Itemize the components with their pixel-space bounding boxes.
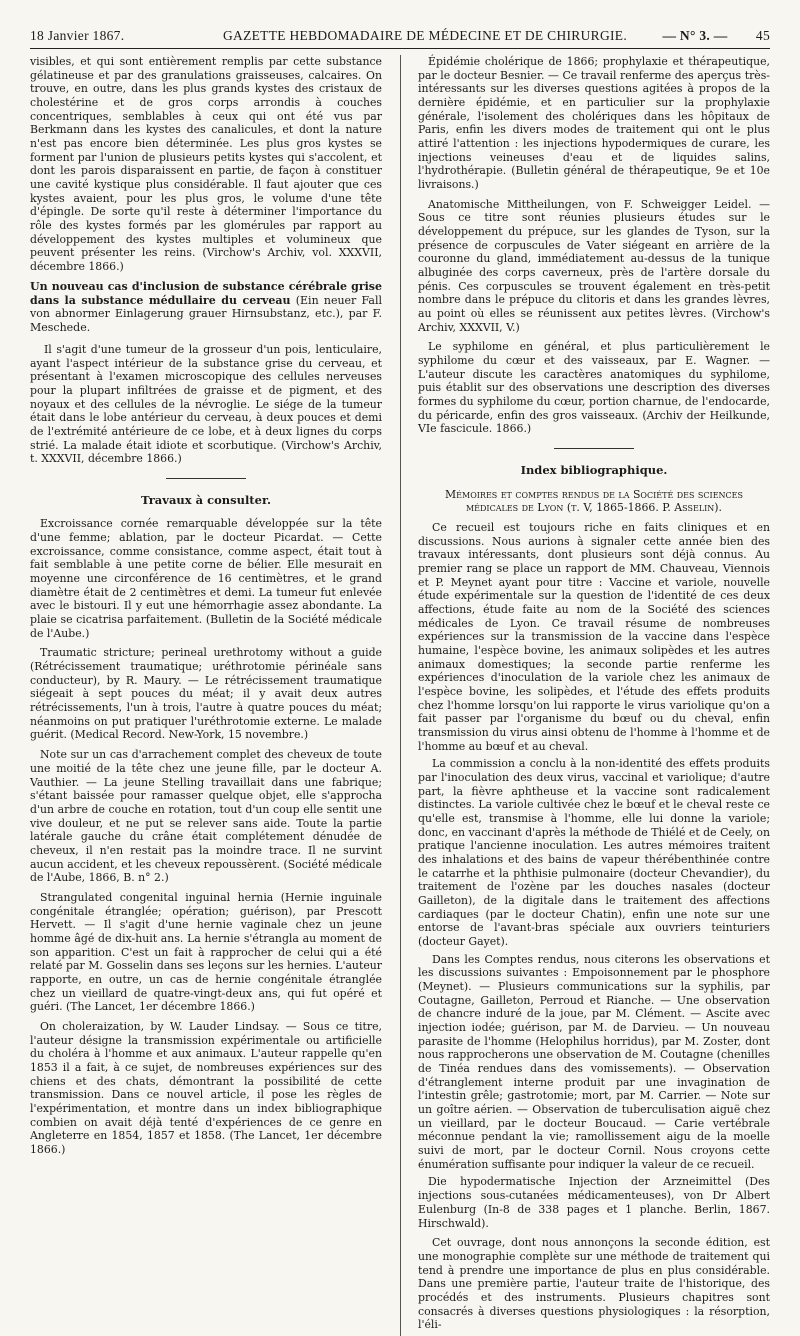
- article-title: Un nouveau cas d'inclusion de substance cérébrale grise dans la substance médullaire du cerveau: [30, 279, 382, 307]
- section-title-travaux: Travaux à consulter.: [141, 492, 271, 507]
- right-list-item: Die hypodermatische Injection der Arzneimittel (Des injections sous-cutanées médicamenteuses), von Dr Albert Eulenburg (In-8 de 338 pages et 1 planche. Berlin, 1867. Hirschwald).: [418, 1175, 770, 1230]
- left-list-item: On choleraization, by W. Lauder Lindsay. — Sous ce titre, l'auteur désigne la transmission expérimentale ou artificielle du choléra à l'homme et aux animaux. L'auteur rappelle qu'en 1853 il a fait, à ce sujet, de nombreuses expériences sur des chiens et des chats, démontrant la possibilité de cette transmission. Dans ce nouvel article, il pose les règles de l'expérimentation, et montre dans un index bibliographique combien on avait déjà tenté d'expériences de ce genre en Angleterre en 1854, 1857 et 1858. (The Lancet, 1er décembre 1866.): [30, 1019, 382, 1156]
- article-heading: [30, 280, 382, 335]
- right-paragraph-2: La commission a conclu à la non-identité des effets produits par l'inoculation des deux virus, vaccinal et variolique; d'autre part, la fièvre aphtheuse et la vaccine sont radicalement distinctes. La variole cultivée chez le bœuf et le cheval reste ce qu'elle est, transmise à l'homme, elle lui donne la variole; donc, en vaccinant d'après la méthode de Thiélé et de Ceely, on pratique l'ancienne inoculation. Les autres mémoires traitent des inhalations et des bains de vapeur thérébenthinée contre le catarrhe et la phthisie pulmonaire (docteur Chevandier), du traitement de l'ozène par les douches nasales (docteur Gailleton), de la digitale dans le traitement des affections cardiaques (par le docteur Chatin), enfin une note sur une entorse de l'avant-bras spéciale aux ouvriers teinturiers (docteur Gayet).: [418, 757, 770, 949]
- section-divider: [166, 478, 246, 479]
- right-list-item: Anatomische Mittheilungen, von F. Schweigger Leidel. — Sous ce titre sont réunies plusieurs études sur le développement du prépuce, sur les glandes de Tyson, sur la présence de corpuscules de Vater siégeant en arrière de la couronne du gland, immédiatement au-dessus de la tunique albuginée des corps caverneux, près de l'artère dorsale du pénis. Ces corpuscules se trouvent également en très-petit nombre dans le prépuce du clitoris et dans les grandes lèvres, au point où elles se réunissent aux petites lèvres. (Virchow's Archiv, XXXVII, V.): [418, 197, 770, 334]
- left-column: [30, 55, 382, 1336]
- left-paragraph-2: Il s'agit d'une tumeur de la grosseur d'un pois, lenticulaire, ayant l'aspect intérieur de la substance grise du cerveau, et présentant à l'examen microscopique des cellules nerveuses pour la plupart infiltrées de graisse et de pigment, et des noyaux et des cellules de la névroglie. Le siége de la tumeur était dans le lobe antérieur du cerveau, à deux pouces et demi de l'extrémité antérieure de ce lobe, et à deux lignes du corps strié. La malade était idiote et scorbutique. (Virchow's Archiv, t. XXXVII, décembre 1866.): [30, 342, 382, 466]
- header-journal-title: GAZETTE HEBDOMADAIRE DE MÉDECINE ET DE CHIRURGIE.: [222, 28, 628, 43]
- section-title-index: Index bibliographique.: [520, 463, 668, 478]
- left-list-item: Traumatic stricture; perineal urethrotomy without a guide (Rétrécissement traumatique; uréthrotomie périnéale sans conducteur), by R. Maury. — Le rétrécissement traumatique siégeait à sept pouces du méat; il y avait deux autres rétrécissements, l'un à trois, l'autre à quatre pouces du méat; néanmoins on put pratiquer l'uréthrotomie externe. Le malade guérit. (Medical Record. New-York, 15 novembre.): [30, 646, 382, 742]
- header-date: 18 Janvier 1867.: [30, 28, 125, 43]
- left-list-item: Note sur un cas d'arrachement complet des cheveux de toute une moitié de la tête chez une jeune fille, par le docteur A. Vauthier. — La jeune Stelling travaillait dans une fabrique; s'étant baissée pour ramasser quelque objet, elle s'approcha d'un arbre de couche en rotation, tout d'un coup elle sentit une vive douleur, et ne put se relever sans aide. Toute la partie latérale gauche du crâne était complétement dénudée de cheveux, il n'en restait pas la moindre trace. Il ne survint aucun accident, et les cheveux repoussèrent. (Société médicale de l'Aube, 1866, B. n° 2.): [30, 748, 382, 885]
- page-header: [30, 0, 770, 49]
- right-list-item: Épidémie cholérique de 1866; prophylaxie et thérapeutique, par le docteur Besnier. — Ce travail renferme des aperçus très-intéressants sur les diverses questions agitées à propos de la dernière épidémie, et en particulier sur la prophylaxie générale, l'isolement des cholériques dans les hôpitaux de Paris, enfin les divers modes de traitement qui ont le plus attiré l'attention : les injections hypodermiques de curare, les injections veineuses d'eau et de liquides salins, l'hydrothérapie. (Bulletin général de thérapeutique, 9e et 10e livraisons.): [418, 55, 770, 192]
- right-list-item: Le syphilome en général, et plus particulièrement le syphilome du cœur et des vaisseaux, par E. Wagner. — L'auteur discute les caractères anatomiques du syphilome, puis établit sur des observations une description des diverses formes du syphilome du cœur, portion charnue, de l'endocarde, du péricarde, enfin des gros vaisseaux. (Archiv der Heilkunde, VIe fascicule. 1866.): [418, 340, 770, 436]
- memoires-heading: Mémoires et comptes rendus de la Société des sciences médicales de Lyon (t. V, 1865-1866. P. Asselin).: [445, 487, 743, 515]
- right-paragraph-4: Cet ouvrage, dont nous annonçons la seconde édition, est une monographie complète sur une méthode de traitement qui tend à prendre une importance de plus en plus considérable. Dans une première partie, l'auteur traite de l'historique, des procédés et des instruments. Plusieurs chapitres sont consacrés à diverses questions physiologiques : la résorption, l'éli-: [418, 1236, 770, 1332]
- left-list-item: Excroissance cornée remarquable développée sur la tête d'une femme; ablation, par le docteur Picardat. — Cette excroissance, comme consistance, comme aspect, était tout à fait semblable à une petite corne de bélier. Elle mesurait en moyenne une circonférence de 16 centimètres, et le grand diamètre était de 2 centimètres et demi. La tumeur fut enlevée avec le bistouri. Il y eut une hémorrhagie assez abondante. La plaie se cicatrisa parfaitement. (Bulletin de la Société médicale de l'Aube.): [30, 517, 382, 640]
- header-issue-number: — N° 3. —: [662, 28, 728, 43]
- section-divider: [554, 448, 634, 449]
- left-paragraph-1: visibles, et qui sont entièrement remplis par cette substance gélatineuse et par des granulations graisseuses, calcaires. On trouve, en outre, dans les plus grands kystes des cristaux de cholestérine et de gros corps arrondis à couches concentriques, semblables à ceux qui ont été vus par Berkmann dans les kystes des canalicules, et dont la nature n'est pas encore bien déterminée. Les plus gros kystes se forment par l'union de plusieurs petits kystes qui s'accolent, et dont les parois disparaissent en partie, de façon à constituer une cavité kystique plus considérable. Il faut ajouter que ces kystes avaient, pour les plus gros, le volume d'une tête d'épingle. De sorte qu'il reste à déterminer l'importance du rôle des kystes formés par les glomérules par rapport au développement des kystes multiples et volumineux que peuvent présenter les reins. (Virchow's Archiv, vol. XXXVII, décembre 1866.): [30, 55, 382, 274]
- right-paragraph-3: Dans les Comptes rendus, nous citerons les observations et les discussions suivantes : Empoisonnement par le phosphore (Meynet). — Plusieurs communications sur la syphilis, par Coutagne, Gailleton, Perroud et Rianche. — Une observation de chancre induré de la joue, par M. Clément. — Ascite avec injection iodée; guérison, par M. de Darvieu. — Un nouveau parasite de l'homme (Helophilus horridus), par M. Zoster, dont nous rapprocherons une observation de M. Coutagne (chenilles de Tinéa rendues dans des vomissements). — Observation d'étranglement interne produit par une invagination de l'intestin grêle; gastrotomie; mort, par M. Carrier. — Note sur un goître aérien. — Observation de tuberculisation aiguë chez un vieillard, par le docteur Boucaud. — Carie vertébrale méconnue pendant la vie; ramollissement aigu de la moelle suivi de mort, par le docteur Cornil. Nous croyons cette énumération suffisante pour indiquer la valeur de ce recueil.: [418, 952, 770, 1171]
- columns: [30, 55, 770, 1336]
- right-column: [418, 55, 770, 1336]
- left-list-item: Strangulated congenital inguinal hernia (Hernie inguinale congénitale étranglée; opération; guérison), par Prescott Hervett. — Il s'agit d'une hernie vaginale chez un jeune homme âgé de dix-huit ans. La hernie s'étrangla au moment de son apparition. C'est un fait à rapprocher de celui qui a été relaté par M. Gosselin dans ses leçons sur les hernies. L'auteur rapporte, en outre, un cas de hernie congénitale étranglée chez un vieillard de quatre-vingt-deux ans, qui fut opéré et guéri. (The Lancet, 1er décembre 1866.): [30, 890, 382, 1014]
- right-paragraph-1: Ce recueil est toujours riche en faits cliniques et en discussions. Nous aurions à signaler cette année bien des travaux intéressants, dont plusieurs sont déjà connus. Au premier rang se place un rapport de MM. Chauveau, Viennois et P. Meynet ayant pour titre : Vaccine et variole, nouvelle étude expérimentale sur la question de l'identité de ces deux affections, étude faite au nom de la Société des sciences médicales de Lyon. Ce travail résume de nombreuses expériences sur la transmission de la vaccine dans l'espèce humaine, l'espèce bovine, les animaux solipèdes et les autres animaux domestiques; la seconde partie renferme les expériences d'inoculation de la variole chez les animaux de l'espèce bovine, les solipèdes, et l'étude des effets produits chez l'homme lorsqu'on lui rapporte le virus variolique qu'on a fait passer par l'organisme du bœuf ou du cheval, enfin transmission du virus ainsi obtenu de l'homme à l'homme et de l'homme au bœuf et au cheval.: [418, 520, 770, 753]
- article-subtitle: (Ein neuer Fall von abnormer Einlagerung grauer Hirnsubstanz, etc.), par F. Meschede.: [30, 293, 383, 335]
- header-page-number: 45: [755, 28, 770, 43]
- column-divider: [400, 55, 401, 1336]
